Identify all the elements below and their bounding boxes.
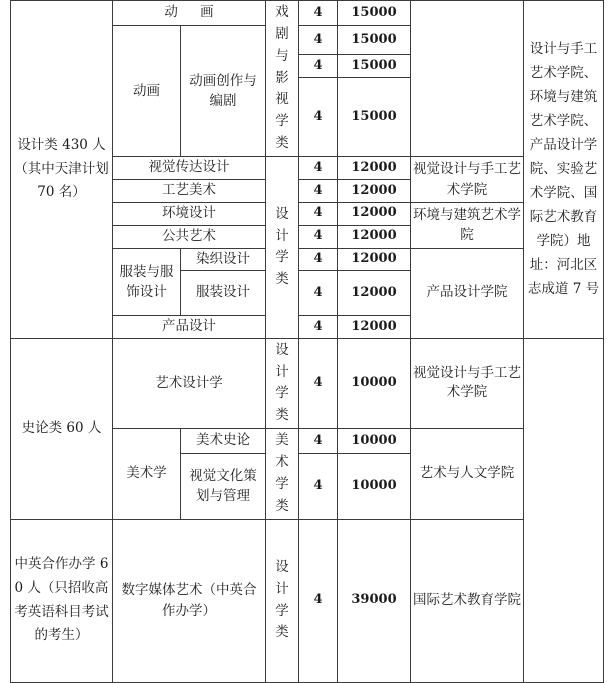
major-cell-fashion-group: 服装与服饰设计 xyxy=(113,248,181,316)
years-cell: 4 xyxy=(299,225,338,248)
years-cell: 4 xyxy=(299,271,338,316)
table-row xyxy=(11,519,604,682)
years-cell: 4 xyxy=(299,1,338,26)
years-cell: 4 xyxy=(299,26,338,55)
table-row xyxy=(11,338,604,428)
discipline-group-drama-film xyxy=(266,1,299,157)
category-cell-joint: 中英合作办学 60 人（只招收高考英语科目考试的考生） xyxy=(11,519,113,682)
tuition-cell: 10000 xyxy=(338,429,411,454)
major-cell-public-art: 公共艺术 xyxy=(113,225,266,248)
tuition-cell: 12000 xyxy=(338,271,411,316)
tuition-cell: 12000 xyxy=(338,316,411,339)
major-cell-visual-communication: 视觉传达设计 xyxy=(113,157,266,180)
tuition-cell: 12000 xyxy=(338,203,411,226)
address-note-spacer xyxy=(524,338,604,682)
tuition-cell: 10000 xyxy=(338,453,411,519)
years-cell: 4 xyxy=(299,519,338,682)
major-cell-fine-arts-group: 美术学 xyxy=(113,429,181,519)
years-cell: 4 xyxy=(299,338,338,428)
major-cell-animation-creation: 动画创作与编剧 xyxy=(181,26,266,157)
years-cell: 4 xyxy=(299,453,338,519)
discipline-group-design-3 xyxy=(266,519,299,682)
years-cell: 4 xyxy=(299,248,338,271)
tuition-cell: 15000 xyxy=(338,78,411,157)
tuition-cell: 15000 xyxy=(338,1,411,26)
major-cell-dyeing-weaving: 染织设计 xyxy=(181,248,266,271)
discipline-group-design-1-label: 设计学类 xyxy=(275,205,289,288)
admission-plan-table-container xyxy=(10,0,603,654)
years-cell: 4 xyxy=(299,55,338,78)
tuition-cell: 15000 xyxy=(338,55,411,78)
category-cell-design: 设计类 430 人（其中天津计划 70 名） xyxy=(11,1,113,339)
tuition-cell: 12000 xyxy=(338,225,411,248)
years-cell: 4 xyxy=(299,180,338,203)
tuition-cell: 12000 xyxy=(338,180,411,203)
college-cell-visual-handcraft: 视觉设计与手工艺术学院 xyxy=(411,157,524,203)
major-cell-art-design-studies: 艺术设计学 xyxy=(113,338,266,428)
college-cell-product-design: 产品设计学院 xyxy=(411,248,524,338)
college-cell-environment-architecture: 环境与建筑艺术学院 xyxy=(411,203,524,249)
category-cell-theory: 史论类 60 人 xyxy=(11,338,113,519)
tuition-cell: 12000 xyxy=(338,248,411,271)
table-row xyxy=(11,1,604,26)
college-cell-visual-handcraft-2: 视觉设计与手工艺术学院 xyxy=(411,338,524,428)
tuition-cell: 15000 xyxy=(338,26,411,55)
tuition-cell: 39000 xyxy=(338,519,411,682)
major-cell-digital-media-joint: 数字媒体艺术（中英合作办学） xyxy=(113,519,266,682)
major-cell-environmental-design: 环境设计 xyxy=(113,203,266,226)
discipline-group-drama-film-label: 戏剧与影视学类 xyxy=(275,4,289,152)
years-cell: 4 xyxy=(299,157,338,180)
years-cell: 4 xyxy=(299,78,338,157)
major-cell-product-design: 产品设计 xyxy=(113,316,266,339)
tuition-cell: 10000 xyxy=(338,338,411,428)
discipline-group-fine-arts xyxy=(266,429,299,519)
college-cell-art-humanities: 艺术与人文学院 xyxy=(411,429,524,519)
major-cell-animation: 动画 xyxy=(113,26,181,157)
tuition-cell: 12000 xyxy=(338,157,411,180)
major-cell-art-history: 美术史论 xyxy=(181,429,266,454)
discipline-group-design-2 xyxy=(266,338,299,428)
discipline-group-design-1 xyxy=(266,157,299,339)
major-cell-arts-crafts: 工艺美术 xyxy=(113,180,266,203)
years-cell: 4 xyxy=(299,203,338,226)
major-cell-fashion-design: 服装设计 xyxy=(181,271,266,316)
admission-plan-table xyxy=(10,0,604,683)
years-cell: 4 xyxy=(299,429,338,454)
college-cell-empty xyxy=(411,1,524,157)
major-cell-visual-culture: 视觉文化策划与管理 xyxy=(181,453,266,519)
major-cell-animation-header: 动 画 xyxy=(113,1,266,26)
address-note-cell: 设计与手工艺术学院、环境与建筑艺术学院、产品设计学院、实验艺术学院、国际艺术教育学院）地址：河北区志成道 7 号 xyxy=(524,1,604,339)
discipline-group-fine-arts-label: 美术学类 xyxy=(275,432,289,514)
college-cell-international-art-education: 国际艺术教育学院 xyxy=(411,519,524,682)
years-cell: 4 xyxy=(299,316,338,339)
discipline-group-design-3-label: 设计学类 xyxy=(275,558,289,641)
discipline-group-design-2-label: 设计学类 xyxy=(275,341,289,424)
